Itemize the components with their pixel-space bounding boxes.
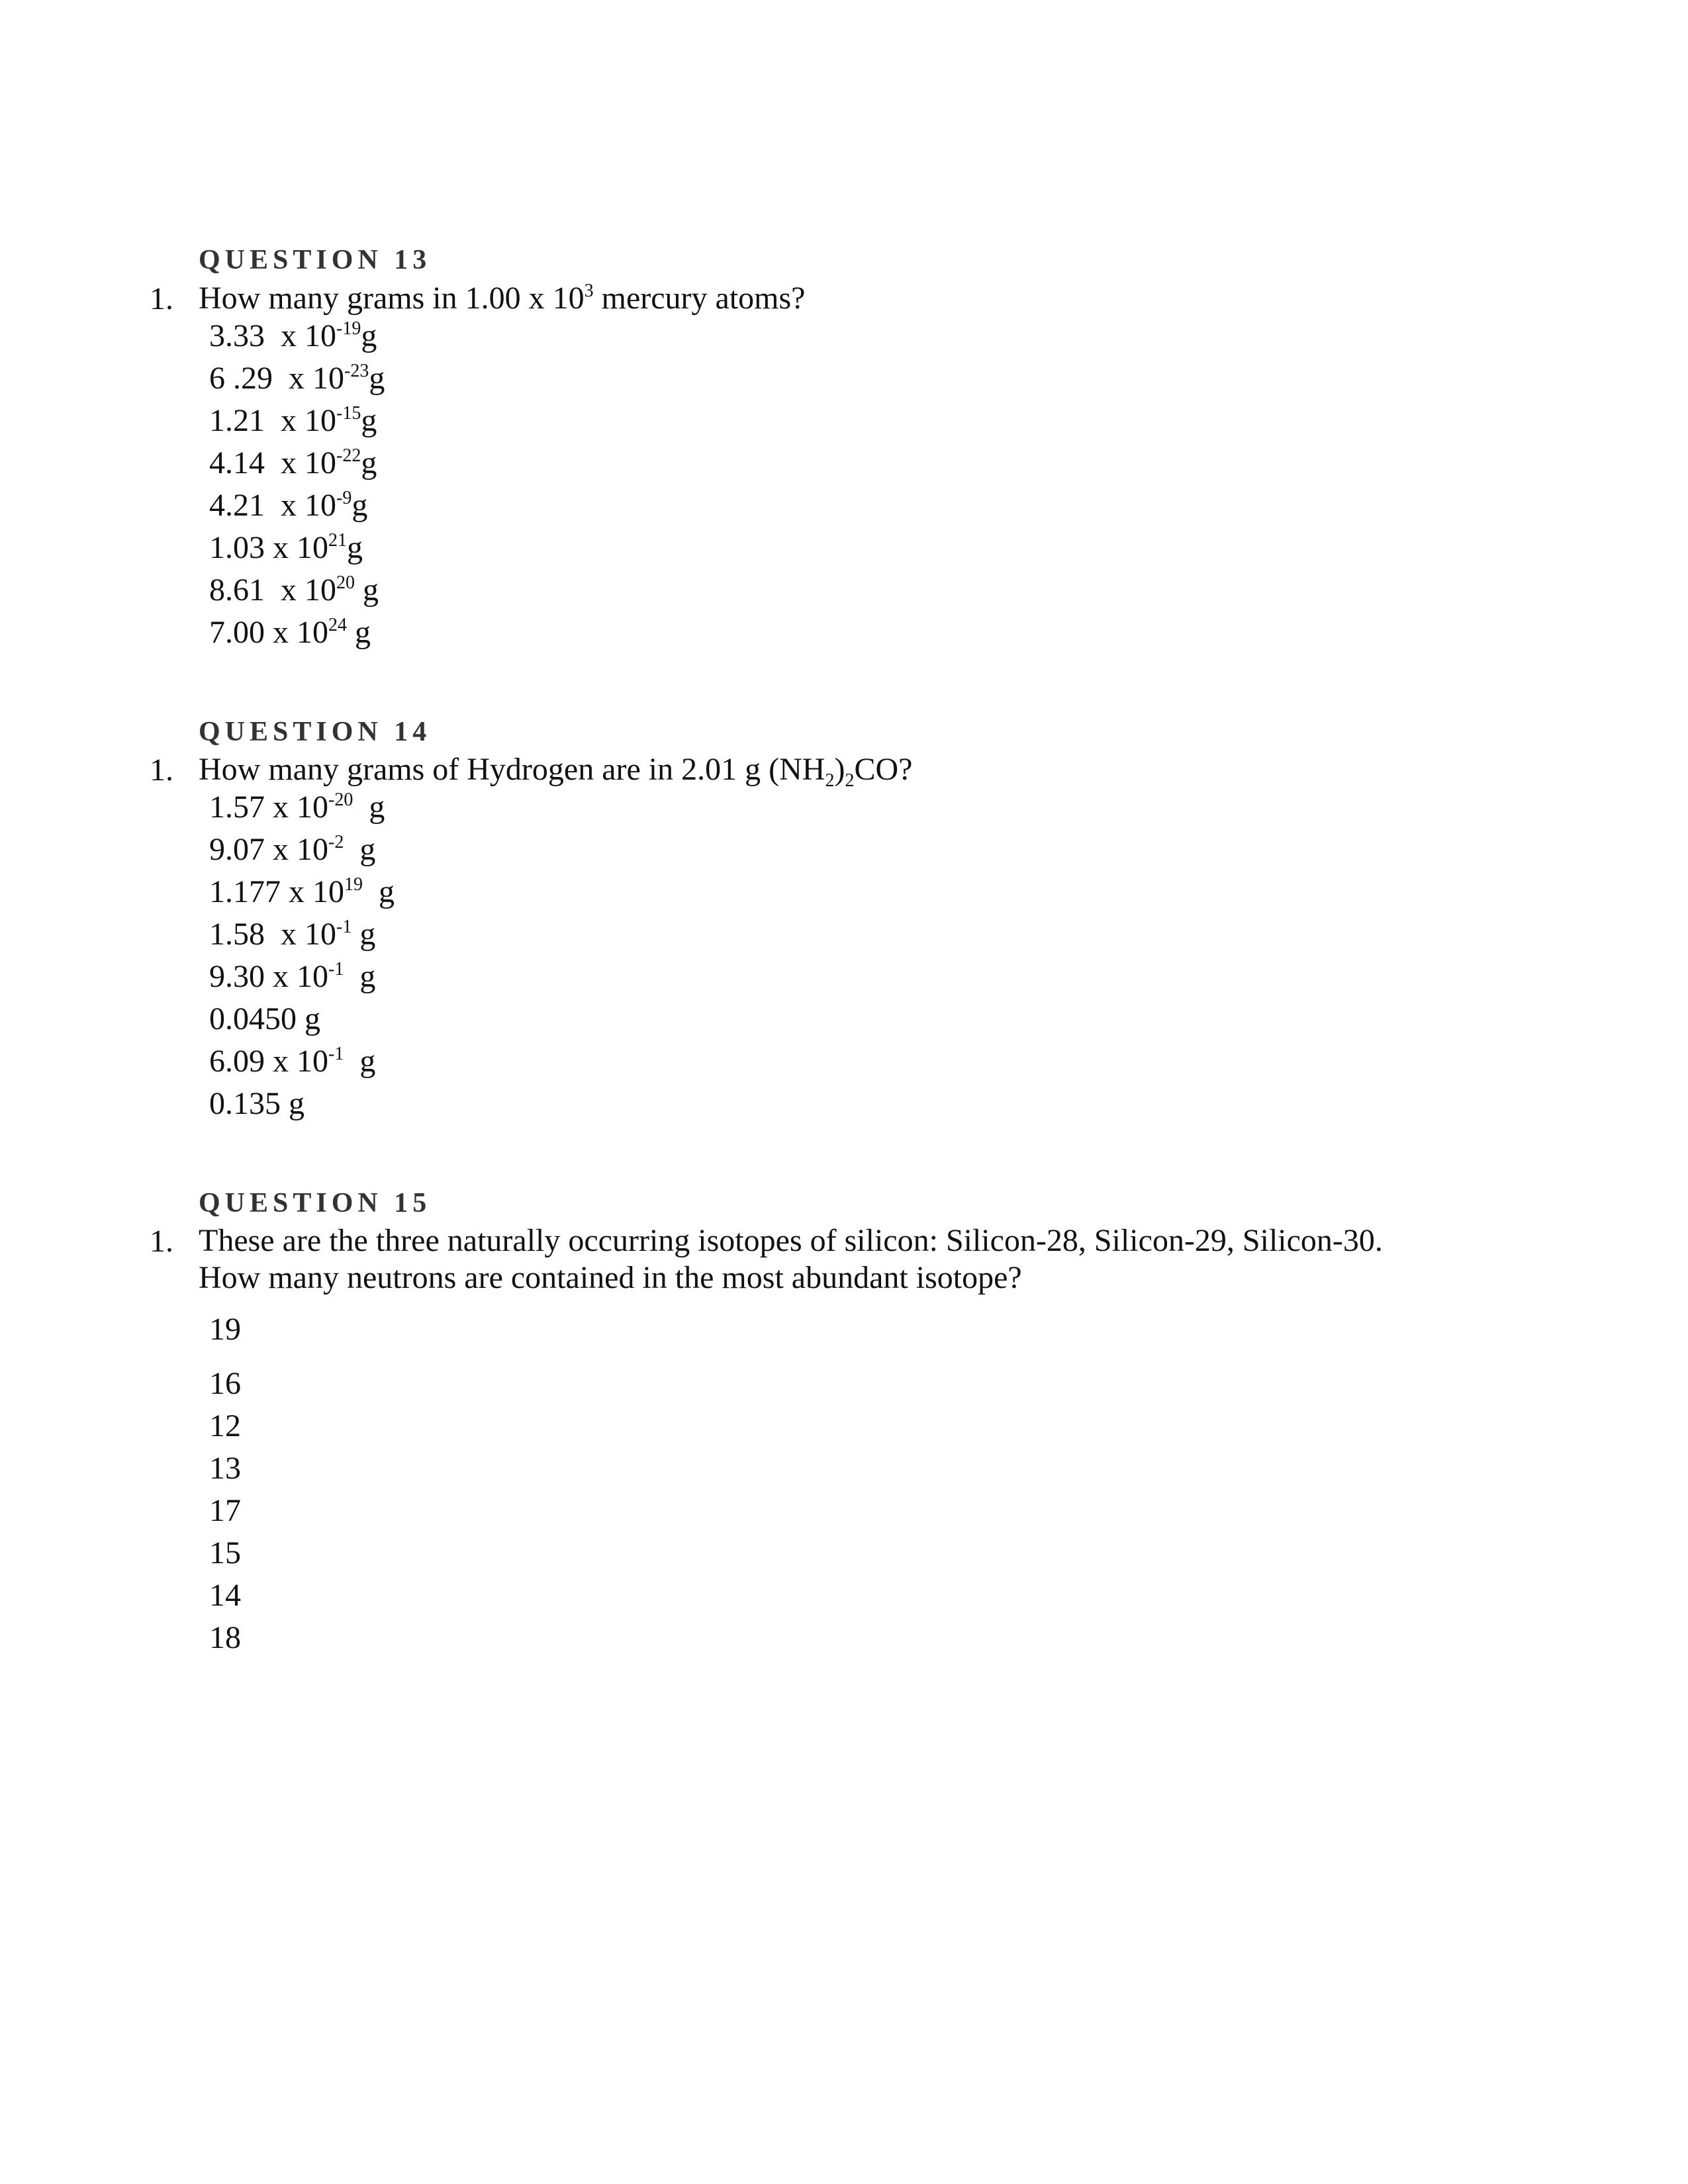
question-text-after: mercury atoms? — [593, 281, 806, 316]
answer-option[interactable]: 16 — [209, 1366, 241, 1401]
answer-option[interactable]: 18 — [209, 1620, 241, 1655]
answer-option[interactable]: 7.00 x $10^{24}$ g — [209, 615, 371, 650]
question-text — [199, 280, 805, 317]
answer-option[interactable]: 0.135 g — [209, 1086, 305, 1121]
answer-option[interactable]: 1.57 x $10^{-20}$ g — [209, 790, 385, 825]
item-number: 1. — [150, 1224, 173, 1259]
answer-option[interactable]: 1.177 x $10^{19}$ g — [209, 874, 395, 909]
answer-option[interactable]: 6 .29 x $10^{-23}g$ — [209, 361, 385, 396]
answer-option[interactable]: 3.33 x $10^{-19}g$ — [209, 318, 377, 353]
answer-options — [209, 1308, 241, 1659]
item-number: 1. — [150, 752, 173, 788]
question-text-line-2: How many neutrons are contained in the most abundant isotope? — [199, 1260, 1022, 1295]
answer-option[interactable]: 14 — [209, 1578, 241, 1613]
subscript-1: 2 — [825, 770, 835, 791]
answer-option[interactable]: 17 — [209, 1493, 241, 1528]
answer-option[interactable]: 1.21 x $10^{-15}g$ — [209, 403, 377, 438]
answer-option[interactable]: 12 — [209, 1408, 241, 1443]
question-heading: QUESTION 15 — [199, 1188, 432, 1218]
answer-option[interactable]: 9.07 x $10^{-2}$ g — [209, 832, 376, 867]
question-text-exponent: 3 — [584, 281, 594, 301]
question-text-line-1: These are the three naturally occurring isotopes of silicon: Silicon-28, Silicon-29, Silicon-30. — [199, 1223, 1383, 1258]
answer-option[interactable]: 4.14 x $10^{-22}g$ — [209, 445, 377, 480]
subscript-2: 2 — [845, 770, 855, 791]
question-text-b: ) — [834, 752, 845, 787]
question-text-c: CO? — [854, 752, 913, 787]
answer-option[interactable]: 13 — [209, 1451, 241, 1486]
question-text-before: How many grams in 1.00 x 10 — [199, 281, 585, 316]
question-heading: QUESTION 14 — [199, 717, 432, 747]
answer-option[interactable]: 0.0450 g — [209, 1001, 320, 1036]
answer-option[interactable]: 1.03 x $10^{21}g$ — [209, 530, 363, 565]
question-text — [199, 1222, 1383, 1297]
question-text — [199, 751, 913, 791]
item-number: 1. — [150, 281, 173, 316]
answer-option[interactable]: 1.58 x $10^{-1}$ g — [209, 917, 376, 952]
answer-option[interactable]: 8.61 x $10^{20}$ g — [209, 572, 379, 608]
answer-option[interactable]: 9.30 x $10^{-1}$ g — [209, 959, 376, 994]
question-heading: QUESTION 13 — [199, 245, 432, 275]
answer-options — [209, 786, 395, 1125]
answer-option[interactable]: 4.21 x $10^{-9}g$ — [209, 488, 368, 523]
answer-options — [209, 315, 385, 654]
answer-option[interactable]: 19 — [209, 1312, 241, 1347]
answer-option[interactable]: 15 — [209, 1535, 241, 1570]
answer-option[interactable]: 6.09 x $10^{-1}$ g — [209, 1044, 376, 1079]
question-text-a: How many grams of Hydrogen are in 2.01 g (NH — [199, 752, 825, 787]
